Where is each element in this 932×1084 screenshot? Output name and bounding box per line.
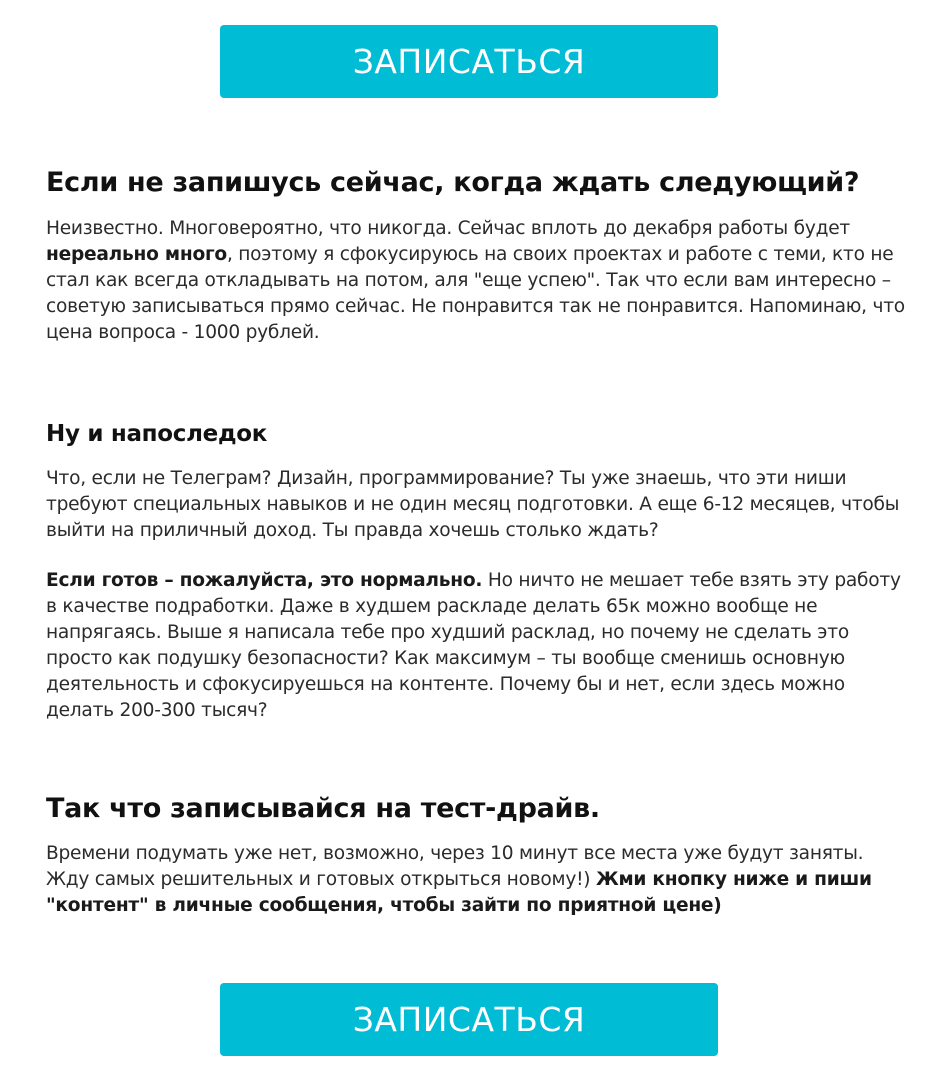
body-text: Но ничто не мешает тебе взять эту работу в качестве подработки. Даже в худшем раскладе делать 65к можно вообще не напрягаясь. Выше я написала тебе про худший расклад, но почему не сделать это просто как подушку безопасности? Как максимум – ты вообще сменишь основную деятельность и сфокусируешься на контенте. Почему бы и нет, если здесь можно делать 200-300 тысяч? — [46, 570, 901, 721]
signup-button-top[interactable]: ЗАПИСАТЬСЯ — [220, 25, 718, 98]
body-text: , поэтому я сфокусируюсь на своих проектах и работе с теми, кто не стал как всегда откладывать на потом, аля "еще успею". Так что если вам интересно – советую записываться прямо сейчас. Не понравится так не понравится. Напоминаю, что цена вопроса - 1000 рублей. — [46, 244, 905, 343]
body-text: Времени подумать уже нет, возможно, через 10 минут все места уже будут заняты. Жду самых решительных и готовых открыться новому!) — [46, 843, 864, 890]
body-emphasis: Жми кнопку ниже и пиши "контент" в личные сообщения, чтобы зайти по приятной цене) — [46, 869, 872, 916]
section-body-next-session — [46, 216, 906, 346]
body-emphasis: Если готов – пожалуйста, это нормально. — [46, 570, 483, 591]
section-heading-next-session: Если не запишусь сейчас, когда ждать следующий? — [46, 167, 860, 198]
signup-button-bottom[interactable]: ЗАПИСАТЬСЯ — [220, 983, 718, 1056]
section-body-finally-para2 — [46, 568, 906, 724]
section-heading-finally: Ну и напоследок — [46, 421, 268, 447]
section-heading-test-drive: Так что записывайся на тест-драйв. — [46, 793, 600, 824]
body-text: Неизвестно. Многовероятно, что никогда. Сейчас вплоть до декабря работы будет — [46, 218, 850, 239]
section-body-finally-para1: Что, если не Телеграм? Дизайн, программирование? Ты уже знаешь, что эти ниши требуют специальных навыков и не один месяц подготовки. А еще 6-12 месяцев, чтобы выйти на приличный доход. Ты правда хочешь столько ждать? — [46, 468, 900, 541]
section-body-test-drive — [46, 841, 906, 919]
body-emphasis: нереально много — [46, 244, 227, 265]
